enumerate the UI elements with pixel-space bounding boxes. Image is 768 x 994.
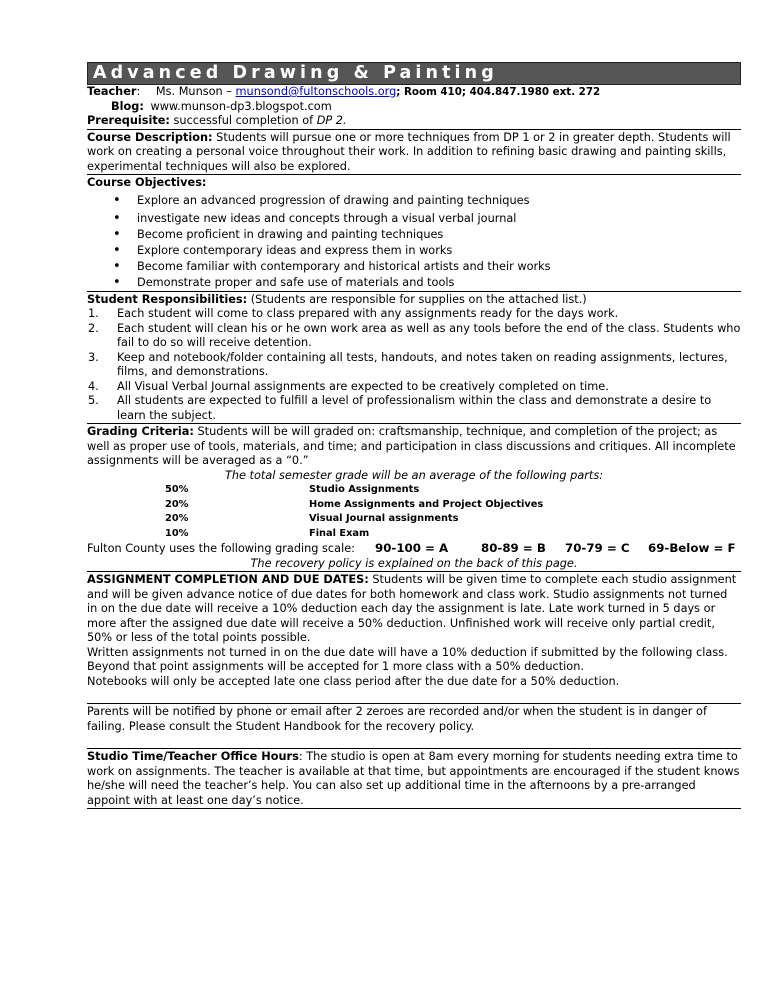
list-item: [87, 351, 741, 380]
course-objectives-section: [87, 174, 741, 291]
objective-item: • Explore an advanced progression of drawing and painting techniques: [87, 193, 741, 209]
teacher-name: Ms. Munson –: [155, 85, 232, 98]
assignment-label: ASSIGNMENT COMPLETION AND DUE DATES:: [87, 573, 369, 586]
item-text: All students are expected to fulfill a level of professionalism within the class and demonstrate a desire to learn the subject.: [117, 394, 712, 422]
item-number: 2.: [88, 321, 99, 335]
grade-part-name: Visual Journal assignments: [309, 513, 459, 524]
list-item: [87, 380, 741, 395]
item-number: 5.: [88, 394, 99, 407]
assignment-due-dates-section: [87, 571, 741, 703]
blog-label: Blog:: [111, 99, 144, 113]
scale-grade: 69-Below = F: [648, 541, 736, 555]
assignment-text-2: Written assignments not turned in on the due date will have a 10% deduction if submitted by the following class. Beyond that point assignments will be accepted for 1 more class with a 50% deduction.: [87, 645, 728, 673]
scale-intro: Fulton County uses the following grading scale:: [87, 542, 355, 555]
teacher-separator: :: [136, 85, 141, 98]
item-text: Each student will come to class prepared with any assignments ready for the days work.: [117, 307, 619, 320]
scale-grade: 80-89 = B: [481, 541, 546, 555]
prereq-course: DP 2: [316, 114, 343, 127]
grade-part-row: [87, 527, 741, 542]
list-item: [87, 322, 741, 351]
grade-part-percent: 20%: [165, 498, 189, 510]
objective-item: • Explore contemporary ideas and express them in works: [87, 243, 741, 259]
objective-item: • Demonstrate proper and safe use of materials and tools: [87, 275, 741, 291]
grade-part-percent: 10%: [165, 527, 189, 539]
studio-time-section: [87, 748, 741, 809]
objective-item: • Become familiar with contemporary and historical artists and their works: [87, 259, 741, 275]
responsibilities-label: Student Responsibilities:: [87, 292, 248, 306]
grade-part-percent: 50%: [165, 484, 189, 495]
list-item: [87, 307, 741, 322]
description-text: Students will pursue one or more techniques from DP 1 or 2 in greater depth. Students will work on creating a personal voice throughout their work. In addition to refining basic drawing and painting skills, experimental techniques will also be explored.: [87, 130, 731, 173]
item-number: 1.: [88, 307, 99, 320]
grade-part-name: Final Exam: [309, 527, 370, 539]
prereq-text: successful completion of: [173, 114, 314, 127]
prereq-end: .: [342, 114, 347, 127]
scale-grade: 70-79 = C: [565, 541, 630, 555]
student-responsibilities-section: [87, 291, 741, 424]
teacher-label: Teacher: [87, 85, 137, 98]
blog-line: [87, 100, 741, 115]
course-description-section: [87, 129, 741, 175]
grade-part-row: [87, 483, 741, 498]
studio-label: Studio Time/Teacher Office Hours: [87, 750, 299, 763]
semester-note: The total semester grade will be an average of the following parts:: [224, 468, 604, 482]
responsibilities-note: (Students are responsible for supplies on the attached list.): [250, 292, 587, 306]
parent-notification-section: [87, 703, 741, 748]
studio-text: : The studio is open at 8am every morning for students needing extra time to work on assignments. The teacher is available at that time, but appointments are encouraged if the student knows he/she will need the teacher’s help. You can also set up additional time in the afternoons by a pre-arranged appoint with at least one day’s notice.: [87, 750, 740, 807]
item-text: All Visual Verbal Journal assignments are expected to be creatively completed on time.: [117, 379, 609, 393]
parents-text: Parents will be notified by phone or email after 2 zeroes are recorded and/or when the student is in danger of failing. Please consult the Student Handbook for the recovery policy.: [87, 705, 707, 733]
grading-label: Grading Criteria:: [87, 425, 194, 438]
grading-scale-line: [87, 541, 741, 557]
grade-part-name: Studio Assignments: [309, 484, 420, 495]
email-link[interactable]: munsond@fultonschools.org: [235, 85, 397, 98]
grade-part-row: [87, 498, 741, 513]
recovery-note: The recovery policy is explained on the back of this page.: [250, 556, 578, 570]
course-title-banner: Advanced Drawing & Painting: [87, 62, 741, 85]
grade-part-percent: 20%: [165, 513, 189, 524]
list-item: [87, 394, 741, 423]
contact-section: [87, 85, 741, 129]
objective-item: • Become proficient in drawing and painting techniques: [87, 227, 741, 243]
objective-item: • investigate new ideas and concepts through a visual verbal journal: [87, 211, 741, 227]
room-phone: ; Room 410; 404.847.1980 ext. 272: [396, 86, 601, 98]
assignment-text-3: Notebooks will only be accepted late one class period after the due date for a 50% deduction.: [87, 674, 620, 688]
grade-part-row: [87, 512, 741, 527]
grading-text: Students will be will graded on: craftsmanship, technique, and completion of the project; as well as proper use of tools, materials, and time; and participation in class discussions and critiques. All incomplete assignments will be averaged as a “0.”: [87, 425, 736, 467]
prereq-label: Prerequisite:: [87, 114, 170, 127]
item-number: 4.: [88, 379, 99, 393]
grade-part-name: Home Assignments and Project Objectives: [309, 498, 544, 510]
item-text: Keep and notebook/folder containing all tests, handouts, and notes taken on reading assignments, lectures, films, and demonstrations.: [117, 350, 728, 378]
objectives-label: Course Objectives:: [87, 176, 207, 189]
scale-grade: 90-100 = A: [375, 541, 449, 555]
description-label: Course Description:: [87, 130, 213, 144]
blog-url: www.munson-dp3.blogspot.com: [150, 99, 332, 113]
syllabus-document: [87, 62, 741, 809]
item-number: 3.: [88, 350, 99, 364]
prerequisite-line: [87, 114, 741, 129]
assignment-text-1: Students will be given time to complete each studio assignment and will be given advance notice of due dates for both homework and class work. Studio assignments not turned in on the due date will receive a 10% deduction each day the assignment is late. Late work turned in 5 days or more after the assigned due date will receive a 50% deduction. Unfinished work will receive only partial credit, 50% or less of the total points possible.: [87, 573, 737, 644]
grading-criteria-section: [87, 423, 741, 571]
teacher-line: [87, 85, 741, 100]
item-text: Each student will clean his or he own work area as well as any tools before the end of the class. Students who fail to do so will receive detention.: [117, 321, 741, 349]
